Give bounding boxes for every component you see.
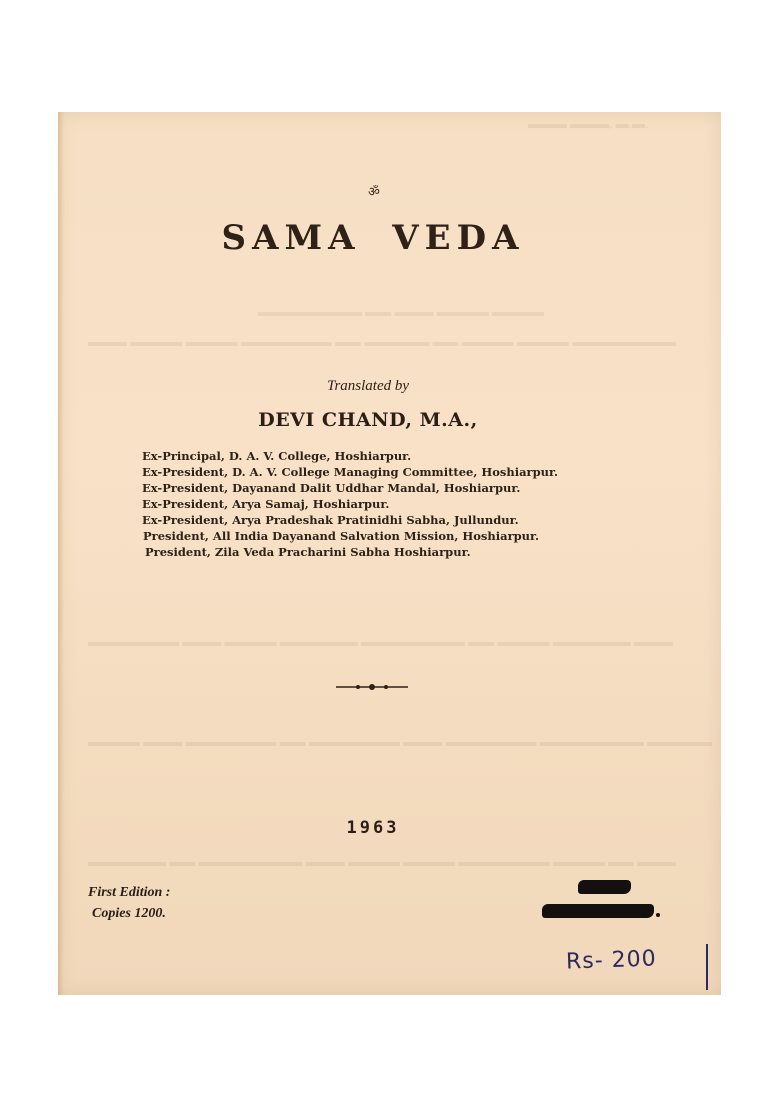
redacted-text-period xyxy=(656,913,660,917)
book-title: SAMA VEDA xyxy=(221,218,525,258)
credential-line: Ex-President, Arya Samaj, Hoshiarpur. xyxy=(142,497,390,511)
author-name: DEVI CHAND, M.A., xyxy=(258,409,478,431)
handwritten-stroke xyxy=(706,944,708,990)
redacted-text xyxy=(542,904,654,918)
credential-line: Ex-Principal, D. A. V. College, Hoshiarpur. xyxy=(142,449,412,463)
bleed-through-text: ▬▬▬ ▬▬▬, ▬.▬. xyxy=(528,116,649,131)
author-credentials xyxy=(142,448,558,560)
credential-line: Ex-President, Dayanand Dalit Uddhar Mandal, Hoshiarpur. xyxy=(142,481,521,495)
translated-by-label: Translated by xyxy=(326,378,410,394)
bleed-through-text: ▬▬▬ ▬▬▬▬ ▬▬▬▬ ▬▬▬▬▬▬▬ ▬▬ ▬▬▬▬▬ ▬▬ ▬▬▬▬ ▬▬▬▬ ▬▬▬▬▬▬▬▬ xyxy=(88,334,677,349)
om-symbol: ॐ xyxy=(368,185,380,200)
copies-count: Copies 1200. xyxy=(92,906,166,921)
edition-info xyxy=(88,882,170,924)
credential-line: Ex-President, D. A. V. College Managing Committee, Hoshiarpur. xyxy=(142,465,559,479)
ornament-divider-icon xyxy=(336,682,408,692)
bleed-through-text: ▬▬▬▬ ▬▬▬ ▬▬▬▬▬▬▬ ▬▬ ▬▬▬▬▬▬▬ ▬▬▬ ▬▬▬▬▬▬▬ ▬▬▬▬▬▬▬▬ ▬▬▬▬▬ xyxy=(88,734,712,749)
redacted-text xyxy=(578,880,631,894)
handwritten-price: Rs- 200 xyxy=(565,946,658,975)
book-title-page xyxy=(58,112,721,995)
publication-year: 1963 xyxy=(346,818,400,838)
credential-line: President, All India Dayanand Salvation Mission, Hoshiarpur. xyxy=(143,529,540,543)
credential-line: President, Zila Veda Pracharini Sabha Hoshiarpur. xyxy=(145,545,471,559)
credential-line: Ex-President, Arya Pradeshak Pratinidhi Sabha, Jullundur. xyxy=(142,513,519,527)
bleed-through-text: ▬▬▬▬▬▬▬▬ ▬▬ ▬▬▬ ▬▬▬▬ ▬▬▬▬ xyxy=(258,304,544,319)
edition-label: First Edition : xyxy=(88,885,171,900)
bleed-through-text: ▬▬▬▬▬▬▬ ▬▬▬ ▬▬▬▬ ▬▬▬▬▬▬ ▬▬▬▬▬▬▬▬ ▬▬ ▬▬▬▬ ▬▬▬▬▬▬ ▬▬▬ xyxy=(88,634,673,649)
bleed-through-text: ▬▬▬▬▬▬ ▬▬ ▬▬▬▬▬▬▬▬ ▬▬▬ ▬▬▬▬ ▬▬▬▬ ▬▬▬▬▬▬▬ ▬▬▬▬ ▬▬ ▬▬▬ xyxy=(88,854,677,869)
